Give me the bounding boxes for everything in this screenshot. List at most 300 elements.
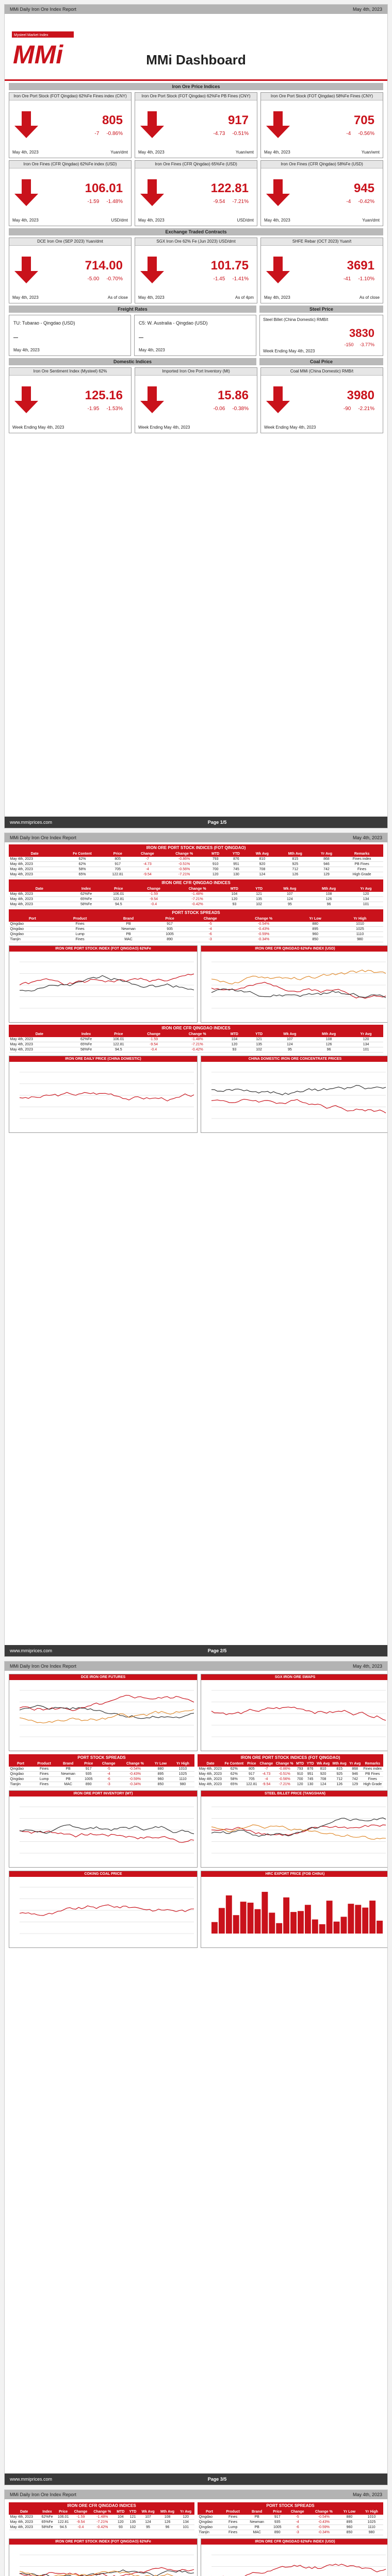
domestic-coal-row — [9, 358, 383, 365]
card-date: May 4th, 2023 — [264, 295, 290, 300]
table-cell: 895 — [150, 1772, 172, 1777]
steel-chg: -150 — [344, 342, 354, 347]
card-change — [88, 406, 123, 412]
series-line — [211, 1086, 386, 1095]
table-row — [198, 1782, 383, 1787]
steel-card — [259, 315, 383, 356]
footer-site[interactable]: www.mmiprices.com — [10, 2477, 53, 2482]
table-cell: Newman — [245, 2520, 269, 2525]
table-cell: -0.54% — [120, 1767, 150, 1772]
table-cell: 102 — [247, 902, 271, 907]
card-heading: Iron Ore Port Stock (FOT Qingdao) 62%Fe PB Fines (CNY) — [135, 93, 257, 100]
column-header: Fe Content — [223, 1761, 245, 1767]
table-cell: 960 — [293, 932, 337, 937]
card-chg: -1.95 — [87, 406, 100, 412]
card-pct: -0.56% — [358, 131, 374, 137]
table-cell: Newman — [104, 927, 153, 932]
table-cell: 65%Fe — [39, 2520, 56, 2525]
table-cell: 126 — [278, 872, 312, 877]
chart-domestic — [9, 1056, 198, 1133]
data-table — [9, 886, 383, 907]
report-page-4 — [4, 2489, 388, 2576]
bar — [377, 1921, 383, 1934]
column-header: Mth Avg — [309, 1032, 349, 1037]
card-heading: Imported Iron Ore Port Inventory (Mt) — [135, 368, 257, 376]
series-line — [20, 1825, 194, 1834]
report-name: MMi Daily Iron Ore Index Report — [10, 7, 77, 12]
page-number: Page 2/5 — [207, 1648, 227, 1653]
table-cell: 106.01 — [103, 892, 135, 897]
series-line — [20, 2571, 194, 2576]
table-cell: 93 — [115, 2525, 127, 2530]
svg-text:MMi: MMi — [13, 40, 63, 67]
page-footer — [5, 817, 387, 828]
table-cell: -7.21% — [164, 872, 205, 877]
left-table — [9, 1754, 194, 1787]
card-pct: -7.21% — [232, 199, 249, 205]
chart-row — [9, 1871, 383, 1948]
table-cell: 62% — [223, 1767, 245, 1772]
table-cell: -1.59 — [135, 892, 173, 897]
table-cell: 120 — [349, 892, 383, 897]
chart-row — [9, 2538, 383, 2576]
table-cell: May 4th, 2023 — [9, 2525, 39, 2530]
table-cell: 1110 — [360, 2525, 383, 2530]
table-cell: 120 — [205, 872, 226, 877]
footer-site[interactable]: www.mmiprices.com — [10, 1648, 53, 1653]
table-cell: Qingdao — [9, 922, 56, 927]
table-cell: -0.59% — [309, 2525, 338, 2530]
report-name: MMi Daily Iron Ore Index Report — [10, 835, 77, 840]
report-page-3 — [4, 1661, 388, 2485]
card-date: May 4th, 2023 — [138, 295, 165, 300]
bar — [369, 1901, 375, 1934]
table-cell: 62% — [60, 857, 104, 862]
table-cell: 107 — [271, 892, 308, 897]
table-row — [9, 932, 383, 937]
table-cell: 935 — [153, 927, 187, 932]
bar — [298, 1911, 304, 1934]
table-cell: May 4th, 2023 — [9, 872, 60, 877]
table-row — [9, 1772, 194, 1777]
exchange_cards-card — [135, 238, 257, 303]
table-cell: 868 — [312, 857, 341, 862]
table-cell: 935 — [80, 1772, 97, 1777]
table-cell: 880 — [339, 2515, 361, 2520]
table-cell: Fines — [56, 937, 104, 942]
bar — [269, 1913, 275, 1934]
table-cell: MAC — [56, 1782, 80, 1787]
table-cell: High Grade — [362, 1782, 383, 1787]
table-cell: -4 — [97, 1772, 120, 1777]
table-cell: 705 — [245, 1777, 258, 1782]
page-footer — [5, 2473, 387, 2485]
domestic_cards-card — [9, 367, 132, 433]
table-cell: 876 — [305, 1767, 315, 1772]
table-row — [9, 1042, 383, 1047]
card-chg: -90 — [343, 406, 351, 412]
table-cell: 130 — [305, 1782, 315, 1787]
table-cell: 850 — [339, 2530, 361, 2535]
table-cell: 65% — [223, 1782, 245, 1787]
table-row — [9, 1037, 383, 1042]
table-cell: 742 — [348, 1777, 362, 1782]
card-change — [88, 276, 123, 282]
domestic_cards-card — [135, 367, 257, 433]
series-line — [20, 974, 194, 985]
series-line — [20, 1709, 194, 1723]
table-cell: 876 — [226, 857, 246, 862]
table-cell: 917 — [245, 1772, 258, 1777]
table-cell: May 4th, 2023 — [9, 862, 60, 867]
column-header: Wk Avg — [315, 1761, 331, 1767]
table-cell: 890 — [153, 937, 187, 942]
table-cell: 104 — [115, 2515, 127, 2520]
arrow-wrap — [14, 257, 38, 286]
card-change — [346, 199, 374, 205]
column-header: Change % — [274, 1761, 295, 1767]
table-cell: -6 — [286, 2525, 309, 2530]
exchange_cards-card — [9, 238, 132, 303]
page-number: Page 3/5 — [207, 2477, 227, 2482]
bar — [226, 1895, 232, 1934]
table-cell: Lump — [32, 1777, 56, 1782]
arrow-wrap — [266, 111, 290, 141]
column-header: Price — [153, 917, 187, 922]
column-header: Change — [131, 852, 164, 857]
freight-steel-row — [9, 306, 383, 356]
table-cell: 708 — [315, 1777, 331, 1782]
table-cell: 101 — [349, 902, 383, 907]
table-cell: -4 — [187, 927, 234, 932]
freight-date: May 4th, 2023 — [139, 348, 165, 352]
card-heading: DCE Iron Ore (SEP 2023) Yuan/dmt — [9, 238, 131, 246]
domestic-section — [9, 358, 256, 365]
down-arrow-icon — [14, 257, 38, 283]
table-cell: 920 — [315, 1772, 331, 1777]
table-title: IRON ORE CFR QINGDAO INDICES — [9, 879, 383, 886]
table-header-row — [9, 1032, 383, 1037]
table-cell: Lump — [56, 932, 104, 937]
column-header: YTD — [247, 887, 271, 892]
table-cell: 810 — [315, 1767, 331, 1772]
table-cell: PB — [56, 1777, 80, 1782]
chart-row — [9, 1674, 383, 1751]
column-header: Remarks — [362, 1761, 383, 1767]
card-change — [344, 406, 374, 412]
column-header: Yr High — [360, 2510, 383, 2515]
table-cell: 1025 — [360, 2520, 383, 2525]
table-cell: -3 — [97, 1782, 120, 1787]
column-header: Price — [55, 2510, 71, 2515]
card-value: 122.81 — [210, 181, 249, 195]
table-cell: -0.86% — [164, 857, 205, 862]
table-cell: -4.73 — [131, 862, 164, 867]
table-cell: 920 — [246, 862, 278, 867]
arrow-wrap — [266, 386, 290, 416]
table-cell: 917 — [269, 2515, 286, 2520]
table-cell: May 4th, 2023 — [9, 1047, 70, 1053]
freight-value: — — [139, 335, 143, 340]
card-pct: -1.41% — [232, 276, 249, 282]
card-chg: -5.00 — [87, 276, 100, 282]
card-chg: -4 — [346, 199, 351, 205]
table-cell: -6 — [187, 932, 234, 937]
table-cell: 868 — [348, 1767, 362, 1772]
table-cell: Fines — [32, 1782, 56, 1787]
data-table — [9, 916, 383, 942]
table-cell: May 4th, 2023 — [9, 1037, 70, 1042]
table-cell: 104 — [222, 1037, 247, 1042]
extra-table-block — [9, 1025, 383, 1053]
column-header: MTD — [222, 1032, 247, 1037]
table-cell: Fines — [56, 927, 104, 932]
table-cell: 102 — [247, 1047, 271, 1053]
column-header: Price — [245, 1761, 258, 1767]
table-cell: -4.73 — [258, 1772, 274, 1777]
column-header: Date — [198, 1761, 223, 1767]
tables-two-col — [9, 1754, 383, 1787]
card-value: 3980 — [347, 388, 374, 402]
dashboard-title: MMi Dashboard — [146, 52, 246, 67]
table-cell: 104 — [222, 892, 247, 897]
column-header: Date — [9, 1032, 70, 1037]
table-cell: -0.59% — [120, 1777, 150, 1782]
card-pct: -0.51% — [232, 131, 249, 137]
table-cell: 1010 — [360, 2515, 383, 2520]
card-change — [88, 199, 123, 205]
table-cell: 94.5 — [103, 1047, 135, 1053]
table-cell: 108 — [309, 892, 349, 897]
table-cell: -0.42% — [173, 902, 222, 907]
card-chg: -0.06 — [213, 406, 225, 412]
table-cell: May 4th, 2023 — [198, 1777, 223, 1782]
card-change — [214, 131, 249, 137]
table-row — [9, 1777, 194, 1782]
card-chg: -9.54 — [213, 199, 225, 205]
table-cell: Qingdao — [9, 1767, 32, 1772]
arrow-wrap — [266, 257, 290, 286]
column-header: MTD — [205, 852, 226, 857]
right-table — [198, 1754, 383, 1787]
card-pct: -0.42% — [358, 199, 374, 205]
arrow-wrap — [14, 111, 38, 141]
table-row — [9, 902, 383, 907]
table-cell: Qingdao — [198, 2520, 221, 2525]
card-chg: -4.73 — [213, 131, 225, 137]
table-cell: 700 — [205, 867, 226, 872]
bar — [219, 1908, 225, 1934]
down-arrow-icon — [266, 111, 290, 138]
column-header: Product — [221, 2510, 244, 2515]
left-table — [9, 2502, 194, 2535]
card-heading: Iron Ore Fines (CFR Qingdao) 62%Fe index (USD) — [9, 161, 131, 168]
cfr_cards-card — [260, 160, 383, 226]
steel-pct: -3.77% — [360, 342, 374, 347]
chart-billet — [201, 1790, 388, 1868]
table-cell: 107 — [139, 2515, 157, 2520]
column-header: Change — [97, 1761, 120, 1767]
table-cell: 120 — [222, 897, 247, 902]
table-cell: -0.56% — [274, 1777, 295, 1782]
table-cell: 1010 — [337, 922, 383, 927]
table-cell: 980 — [171, 1782, 194, 1787]
card-pct: -2.21% — [358, 406, 374, 412]
card-value: 805 — [102, 113, 123, 127]
coal-section — [259, 358, 383, 365]
table-cell: 124 — [246, 872, 278, 877]
report-name: MMi Daily Iron Ore Index Report — [10, 1664, 77, 1669]
chart-title: STEEL BILLET PRICE (TANGSHAN) — [201, 1791, 388, 1797]
table-cell: 745 — [226, 867, 246, 872]
bar — [319, 1924, 325, 1934]
table-cell: 122.81 — [103, 1042, 135, 1047]
table-cell: -0.42% — [173, 1047, 222, 1053]
freight-box — [9, 315, 131, 356]
table-row — [9, 2525, 194, 2530]
table-row — [198, 1767, 383, 1772]
card-value: 705 — [353, 113, 374, 127]
arrow-wrap — [140, 257, 164, 286]
column-header: Date — [9, 852, 60, 857]
table-cell: 890 — [269, 2530, 286, 2535]
spreads-table — [9, 909, 383, 942]
chart-dce — [9, 1674, 198, 1751]
column-header: Yr Avg — [349, 887, 383, 892]
arrow-wrap — [14, 386, 38, 416]
column-header: Change % — [234, 917, 293, 922]
table-cell: May 4th, 2023 — [198, 1782, 223, 1787]
table-cell: 108 — [157, 2515, 177, 2520]
table-cell: May 4th, 2023 — [198, 1767, 223, 1772]
iron-ore-cards — [9, 92, 383, 158]
table-cell: -0.34% — [234, 937, 293, 942]
column-header: Price — [103, 887, 135, 892]
table-cell: 95 — [271, 902, 308, 907]
table-header-row — [9, 2510, 194, 2515]
section-freight: Freight Rates — [9, 306, 256, 313]
table-cell: -7 — [258, 1767, 274, 1772]
steel-section — [259, 306, 383, 356]
table-cell: May 4th, 2023 — [9, 857, 60, 862]
table-row — [9, 1047, 383, 1053]
table-cell: May 4th, 2023 — [9, 902, 70, 907]
table-cell: 980 — [337, 937, 383, 942]
arrow-wrap — [14, 179, 38, 209]
card-date: May 4th, 2023 — [264, 218, 290, 223]
card-change — [344, 276, 374, 282]
bar — [334, 1922, 340, 1934]
table-cell: May 4th, 2023 — [198, 1772, 223, 1777]
footer-site[interactable]: www.mmiprices.com — [10, 820, 53, 825]
bar — [240, 1902, 247, 1934]
data-table — [198, 2509, 383, 2535]
down-arrow-icon — [266, 179, 290, 206]
card-pct: -0.86% — [106, 131, 123, 137]
column-header: Product — [56, 917, 104, 922]
table-cell: 960 — [150, 1777, 172, 1782]
table-row — [198, 2520, 383, 2525]
table-cell: -0.34% — [120, 1782, 150, 1787]
data-table — [9, 1761, 194, 1787]
down-arrow-icon — [140, 257, 164, 283]
table-cell: 805 — [245, 1767, 258, 1772]
card-unit: Yuan/wmt — [361, 150, 380, 155]
report-date: May 4th, 2023 — [352, 2492, 382, 2497]
table-cell: 101 — [349, 1047, 383, 1053]
table-row — [9, 937, 383, 942]
freight-box — [134, 315, 256, 356]
series-line — [211, 970, 386, 984]
bar — [355, 1905, 361, 1934]
report-date: May 4th, 2023 — [352, 835, 382, 840]
table-cell: -0.54% — [234, 922, 293, 927]
column-header: Mth Avg — [309, 887, 349, 892]
table-cell: PB — [56, 1767, 80, 1772]
table-row — [9, 1767, 194, 1772]
table-cell: 895 — [339, 2520, 361, 2525]
table-cell: -1.48% — [173, 1037, 222, 1042]
table-cell: 108 — [309, 1037, 349, 1042]
table-cell: Newman — [56, 1772, 80, 1777]
chart-title: SGX IRON ORE SWAPS — [201, 1674, 388, 1680]
chart-sgx — [201, 1674, 388, 1751]
table-cell: -0.4 — [71, 2525, 90, 2530]
dashboard-top-band — [5, 14, 387, 81]
card-heading: Coal MMi (China Domestic) RMB/t — [261, 368, 383, 376]
arrow-wrap — [140, 111, 164, 141]
table-cell: 102 — [127, 2525, 139, 2530]
chart-cfr — [201, 945, 388, 1023]
table-cell: Tianjin — [198, 2530, 221, 2535]
table-cell: 58%Fe — [70, 902, 103, 907]
table-cell: 135 — [127, 2520, 139, 2525]
column-header: Change — [135, 887, 173, 892]
table-cell: 946 — [312, 862, 341, 867]
table-cell: May 4th, 2023 — [9, 2520, 39, 2525]
table-cell: 712 — [278, 867, 312, 872]
cfr_cards-card — [9, 160, 132, 226]
table-header-row — [9, 917, 383, 922]
table-cell: MAC — [104, 937, 153, 942]
table-cell: 135 — [247, 1042, 271, 1047]
section-coal: Coal Price — [259, 358, 383, 365]
chart-port-stock-b — [9, 2538, 198, 2576]
table-cell: 135 — [247, 897, 271, 902]
column-header: Price — [104, 852, 131, 857]
bar — [312, 1920, 318, 1934]
table-row — [9, 1782, 194, 1787]
card-date: May 4th, 2023 — [138, 150, 165, 155]
table-cell: MAC — [245, 2530, 269, 2535]
arrow-wrap — [266, 179, 290, 209]
card-heading: SHFE Rebar (OCT 2023) Yuan/t — [261, 238, 383, 246]
table-cell: -0.43% — [309, 2520, 338, 2525]
column-header: Mth Avg — [278, 852, 312, 857]
iron_ore_cards-card — [9, 92, 132, 158]
card-change — [214, 406, 249, 412]
table-cell: 793 — [205, 857, 226, 862]
column-header: Yr Low — [293, 917, 337, 922]
exchange_cards-card — [260, 238, 383, 303]
freight-label: TU: Tubarao - Qingdao (USD) — [13, 320, 75, 326]
card-unit: As of close — [107, 295, 128, 300]
table-cell: PB Fines — [341, 862, 383, 867]
bar — [233, 1915, 239, 1934]
table-cell: Fines index — [362, 1767, 383, 1772]
table-cell: PB — [104, 932, 153, 937]
table-cell: -9.54 — [135, 897, 173, 902]
